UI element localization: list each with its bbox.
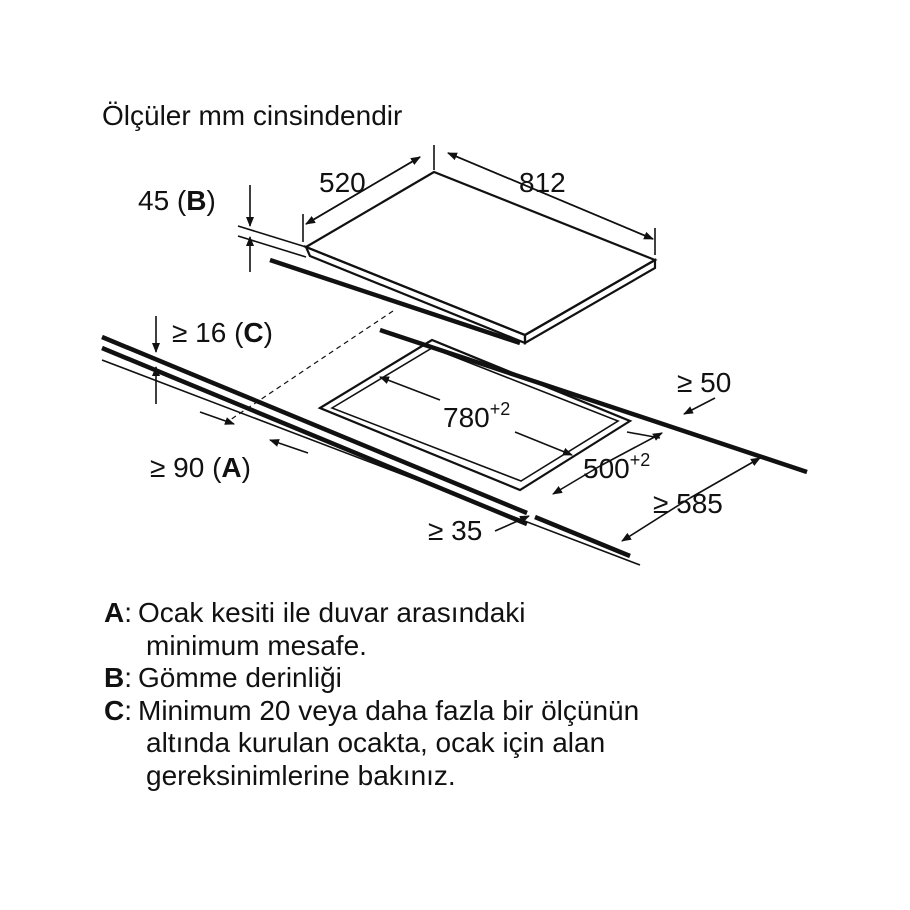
cutout-width-tol: +2 <box>629 450 651 470</box>
worktop-depth-label: ≥ 585 <box>653 488 723 519</box>
cutout-length-value: 780 <box>443 402 490 433</box>
legend-key: B <box>104 662 125 693</box>
gap-suffix: ) <box>263 317 273 348</box>
back-edge-label: ≥ 50 <box>677 367 732 398</box>
legend-item-c <box>104 695 804 728</box>
wall-prefix: ≥ 90 ( <box>150 452 222 483</box>
legend-item-a <box>104 597 804 630</box>
gap-prefix: ≥ 16 ( <box>172 317 244 348</box>
svg-text:500+2 <box>583 450 650 484</box>
cutout-length-tol: +2 <box>489 399 511 419</box>
cutout-width-value: 500 <box>583 453 630 484</box>
gap-key: C <box>243 317 264 348</box>
dim-back-edge <box>677 367 731 414</box>
legend-item-b <box>104 662 804 695</box>
svg-text:≥ 90 (A) <box>150 452 251 483</box>
legend-sep: : <box>124 662 133 693</box>
front-edge-label: ≥ 35 <box>428 515 483 546</box>
legend-text-cont: altında kurulan ocakta, ocak için alan <box>146 727 606 758</box>
wall-key: A <box>221 452 242 483</box>
dim-depth-b <box>138 185 306 272</box>
dim-cutout-width <box>553 432 662 494</box>
dim-length-label: 812 <box>519 167 566 198</box>
dim-gap-c <box>156 316 273 404</box>
dim-width-label: 520 <box>319 167 366 198</box>
diagram-title: Ölçüler mm cinsindendir <box>102 100 403 131</box>
depth-key: B <box>186 185 207 216</box>
legend-sep: : <box>124 597 133 628</box>
legend-text: Minimum 20 veya daha fazla bir ölçünün <box>138 694 640 726</box>
wall-suffix: ) <box>241 452 251 483</box>
legend-text: Gömme derinliği <box>138 662 342 693</box>
legend-text-cont: gereksinimlerine bakınız. <box>146 759 456 791</box>
depth-prefix: 45 ( <box>138 185 187 216</box>
legend <box>104 597 804 792</box>
dim-worktop-depth <box>622 458 760 541</box>
svg-text:≥ 16 (C) <box>172 317 273 348</box>
legend-key: C <box>104 694 125 726</box>
svg-text:780+2 <box>443 399 510 433</box>
svg-text:45 (B) <box>138 185 216 216</box>
legend-text: Ocak kesiti ile duvar arasındaki <box>138 597 526 628</box>
legend-key: A <box>104 597 125 628</box>
legend-text-cont: minimum mesafe. <box>146 629 367 661</box>
legend-sep: : <box>124 694 133 726</box>
depth-suffix: ) <box>206 185 216 216</box>
